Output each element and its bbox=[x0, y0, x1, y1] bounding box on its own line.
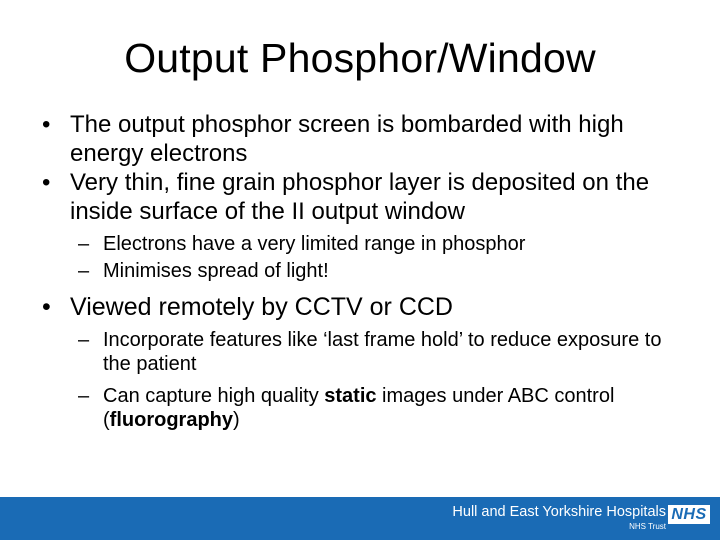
sub-bullet-item bbox=[0, 328, 720, 376]
sub-list bbox=[0, 232, 720, 283]
sub-bullet-marker: – bbox=[78, 260, 90, 282]
sub-bullet-item bbox=[0, 384, 720, 432]
sub-bullet-text: Incorporate features like ‘last frame hold’ to reduce exposure to the patient bbox=[103, 329, 662, 375]
bullet-marker: • bbox=[42, 111, 51, 138]
bullet-text: The output phosphor screen is bombarded with high energy electrons bbox=[70, 111, 624, 167]
bold-term-static: static bbox=[324, 385, 377, 407]
organisation-name: Hull and East Yorkshire Hospitals bbox=[452, 504, 666, 520]
bullet-text: Viewed remotely by CCTV or CCD bbox=[70, 293, 453, 321]
sub-bullet-marker: – bbox=[78, 329, 90, 351]
sub-bullet-item bbox=[0, 259, 720, 283]
sub-bullet-text-part: Can capture high quality bbox=[103, 385, 325, 407]
bullet-item bbox=[0, 293, 720, 322]
sub-bullet-text bbox=[103, 385, 614, 431]
sub-bullet-text: Minimises spread of light! bbox=[103, 260, 329, 282]
sub-bullet-text-part: ) bbox=[233, 409, 240, 431]
bullet-text: Very thin, fine grain phosphor layer is deposited on the inside surface of the II output window bbox=[70, 169, 650, 225]
bullet-item bbox=[0, 110, 720, 168]
bullet-marker: • bbox=[42, 293, 51, 321]
sub-bullet-text: Electrons have a very limited range in phosphor bbox=[103, 233, 526, 255]
sub-list bbox=[0, 328, 720, 432]
nhs-logo: NHS bbox=[668, 505, 710, 524]
sub-bullet-marker: – bbox=[78, 385, 90, 407]
bullet-item bbox=[0, 168, 720, 226]
trust-label: NHS Trust bbox=[629, 522, 666, 531]
bullet-marker: • bbox=[42, 169, 51, 196]
page-title: Output Phosphor/Window bbox=[124, 35, 596, 81]
sub-bullet-item bbox=[0, 232, 720, 256]
sub-bullet-text-part: images under ABC control ( bbox=[103, 385, 615, 431]
bold-term-fluorography: fluorography bbox=[109, 409, 234, 431]
slide-content bbox=[0, 110, 720, 432]
footer-bar bbox=[0, 497, 720, 540]
sub-bullet-marker: – bbox=[78, 233, 90, 255]
